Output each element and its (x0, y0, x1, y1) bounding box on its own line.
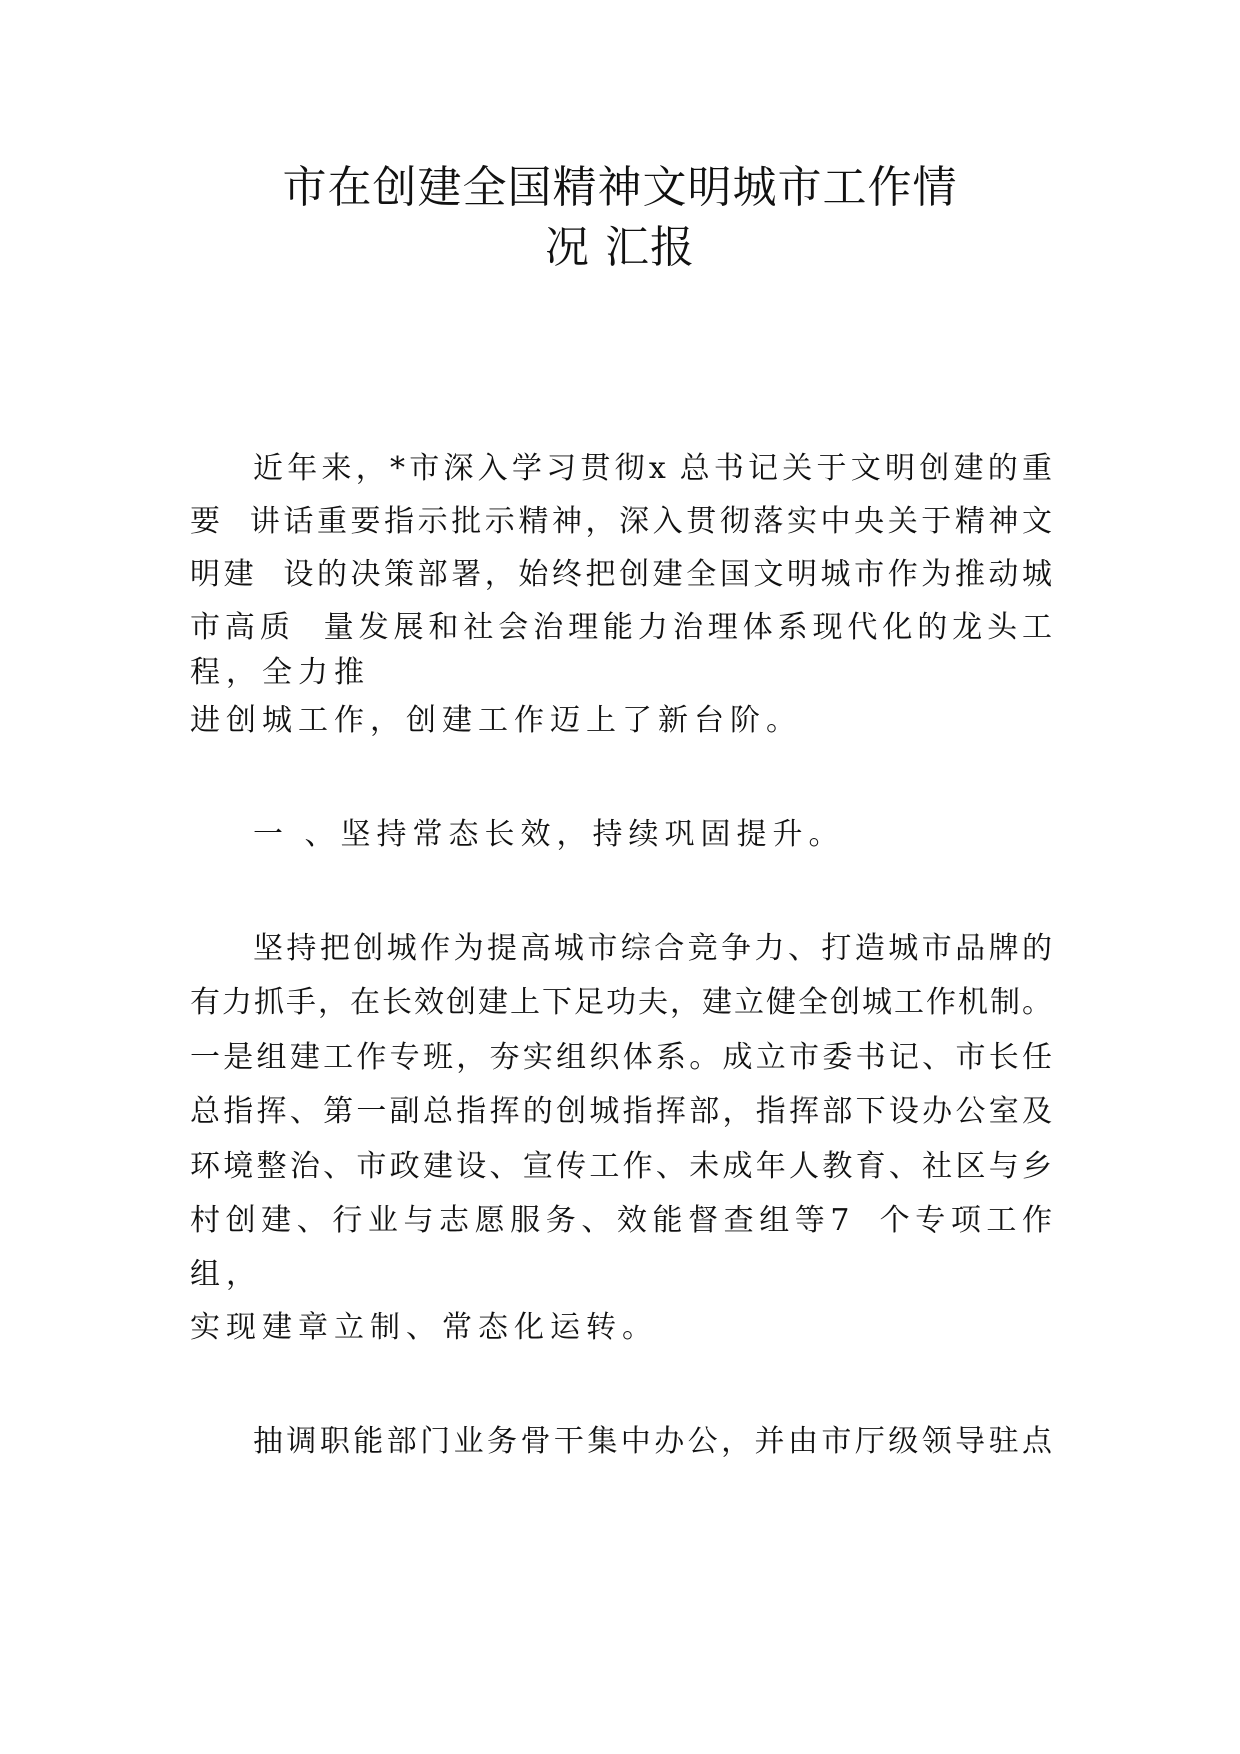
paragraph-line: 实现建章立制、常态化运转。 (190, 1310, 658, 1345)
paragraph-line: 组， (190, 1257, 262, 1292)
paragraph-line: 一是组建工作专班，夯实组织体系。成立市委书记、市长任 (190, 1040, 1052, 1075)
paragraph-line: 市高质 量发展和社会治理能力治理体系现代化的龙头工 (190, 610, 1052, 645)
document-title-line-1: 市在创建全国精神文明城市工作情 (282, 162, 958, 213)
paragraph-line: 程，全力推 (190, 655, 370, 690)
paragraph-line: 有力抓手，在长效创建上下足功夫，建立健全创城工作机制。 (190, 985, 1052, 1020)
section-heading: 一 、坚持常态长效，持续巩固提升。 (253, 817, 845, 852)
paragraph-line: 总指挥、第一副总指挥的创城指挥部，指挥部下设办公室及 (190, 1094, 1052, 1129)
paragraph-line: 村创建、行业与志愿服务、效能督查组等7 个专项工作 (190, 1203, 1052, 1238)
paragraph-line: 明建 设的决策部署，始终把创建全国文明城市作为推动城 (190, 557, 1052, 592)
paragraph-line: 环境整治、市政建设、宣传工作、未成年人教育、社区与乡 (190, 1149, 1052, 1184)
paragraph-line: 近年来，*市深入学习贯彻x 总书记关于文明创建的重 (253, 451, 1052, 486)
document-title-line-2: 况 汇报 (545, 222, 695, 273)
paragraph-line: 坚持把创城作为提高城市综合竞争力、打造城市品牌的 (253, 931, 1052, 966)
paragraph-line: 抽调职能部门业务骨干集中办公，并由市厅级领导驻点 (253, 1424, 1052, 1459)
paragraph-line: 进创城工作，创建工作迈上了新台阶。 (190, 703, 802, 738)
paragraph-line: 要 讲话重要指示批示精神，深入贯彻落实中央关于精神文 (190, 504, 1052, 539)
